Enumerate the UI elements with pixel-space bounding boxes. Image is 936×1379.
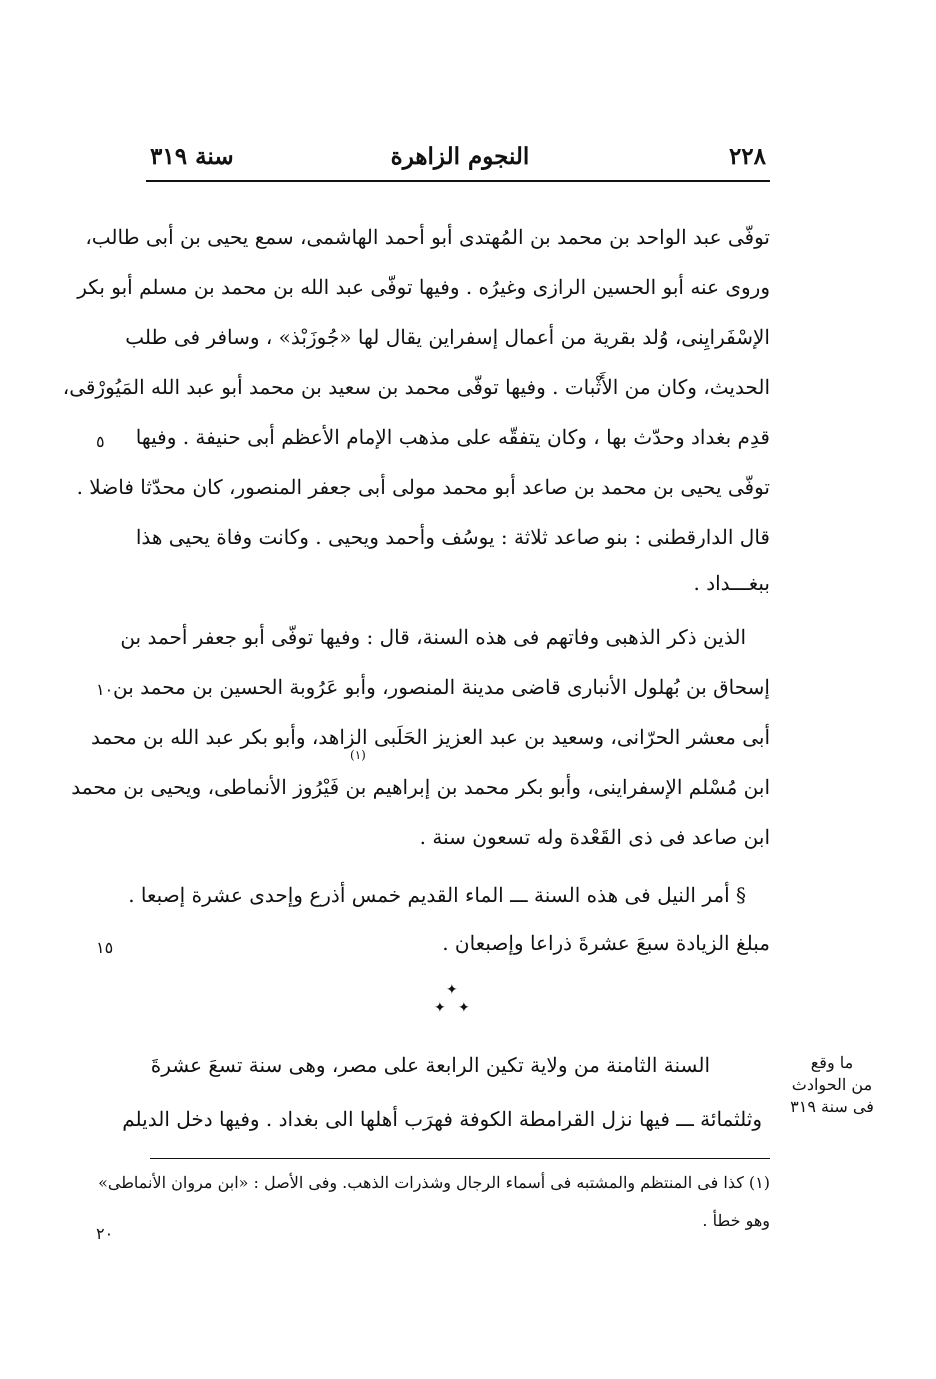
text-line: قال الدارقطنى : بنو صاعد ثلاثة : يوسُف وأحمد ويحيى . وكانت وفاة يحيى هذا: [135, 525, 770, 549]
side-note: [776, 1052, 888, 1118]
margin-line-number: ١٥: [96, 938, 114, 957]
text-line: الذين ذكر الذهبى وفاتهم فى هذه السنة، قال : وفيها توفّى أبو جعفر أحمد بن: [120, 625, 746, 649]
running-year: سنة ٣١٩: [150, 143, 234, 170]
margin-line-number: ٥: [96, 432, 105, 451]
side-note-line: فى سنة ٣١٩: [790, 1097, 874, 1116]
side-note-line: ما وقع: [810, 1053, 854, 1072]
text-line: ابن مُسْلم الإسفراينى، وأبو بكر محمد بن إبراهيم بن فَيْرُوز الأنماطى، ويحيى بن محمد: [71, 775, 770, 799]
text-line: وروى عنه أبو الحسين الرازى وغيرُه . وفيها توفّى عبد الله بن محمد بن مسلم أبو بكر: [77, 275, 770, 299]
text-line: أبى معشر الحرّانى، وسعيد بن عبد العزيز الحَلَبى الزاهد، وأبو بكر عبد الله بن محمد: [91, 725, 770, 749]
text-line: وثلثمائة ـــ فيها نزل القرامطة الكوفة فهرَب أهلها الى بغداد . وفيها دخل الديلم: [122, 1107, 762, 1131]
star-ornament: ✦: [458, 1000, 470, 1016]
star-ornament: ✦: [434, 1000, 446, 1016]
text-line: مبلغ الزيادة سبعَ عشرةَ ذراعا وإصبعان .: [442, 931, 770, 955]
text-line: ببغـــداد .: [693, 571, 770, 595]
star-ornament: ✦: [446, 982, 458, 998]
text-line: ابن صاعد فى ذى القَعْدة وله تسعون سنة .: [419, 825, 770, 849]
side-note-line: من الحوادث: [791, 1075, 873, 1094]
text-line: الحديث، وكان من الأَثْبات . وفيها توفّى محمد بن سعيد بن محمد أبو عبد الله المَيُورْقى،: [62, 375, 770, 399]
footnote-rule: [150, 1158, 770, 1159]
footnote-line: (١) كذا فى المنتظم والمشتبه فى أسماء الرجال وشذرات الذهب. وفى الأصل : «ابن مروان الأنماطى»: [98, 1173, 770, 1192]
header-rule: [146, 180, 770, 182]
text-line: قدِم بغداد وحدّث بها ، وكان يتفقّه على مذهب الإمام الأعظم أبى حنيفة . وفيها: [135, 425, 770, 449]
footnote-line: وهو خطأ .: [702, 1211, 770, 1230]
margin-line-number: ١٠: [96, 680, 114, 699]
footnote-marker: (١): [350, 748, 366, 762]
text-line: توفّى عبد الواحد بن محمد بن المُهتدى أبو أحمد الهاشمى، سمع يحيى بن أبى طالب،: [85, 225, 770, 249]
text-line: السنة الثامنة من ولاية تكين الرابعة على مصر، وهى سنة تسعَ عشرةَ: [150, 1053, 710, 1077]
section-separator: [418, 982, 488, 1022]
page-number: ٢٢٨: [728, 143, 766, 170]
running-title: النجوم الزاهرة: [390, 143, 530, 170]
margin-line-number: ٢٠: [96, 1224, 114, 1243]
text-line: الإسْفَرايِنى، وُلد بقرية من أعمال إسفراين يقال لها «جُوزَبْذ» ، وسافر فى طلب: [125, 325, 770, 349]
text-line: توفّى يحيى بن محمد بن صاعد أبو محمد مولى أبى جعفر المنصور، كان محدّثا فاضلا .: [76, 475, 770, 499]
text-line: § أمر النيل فى هذه السنة ـــ الماء القديم خمس أذرع وإحدى عشرة إصبعا .: [128, 883, 746, 907]
text-line: إسحاق بن بُهلول الأنبارى قاضى مدينة المنصور، وأبو عَرُوبة الحسين بن محمد بن: [113, 675, 770, 699]
